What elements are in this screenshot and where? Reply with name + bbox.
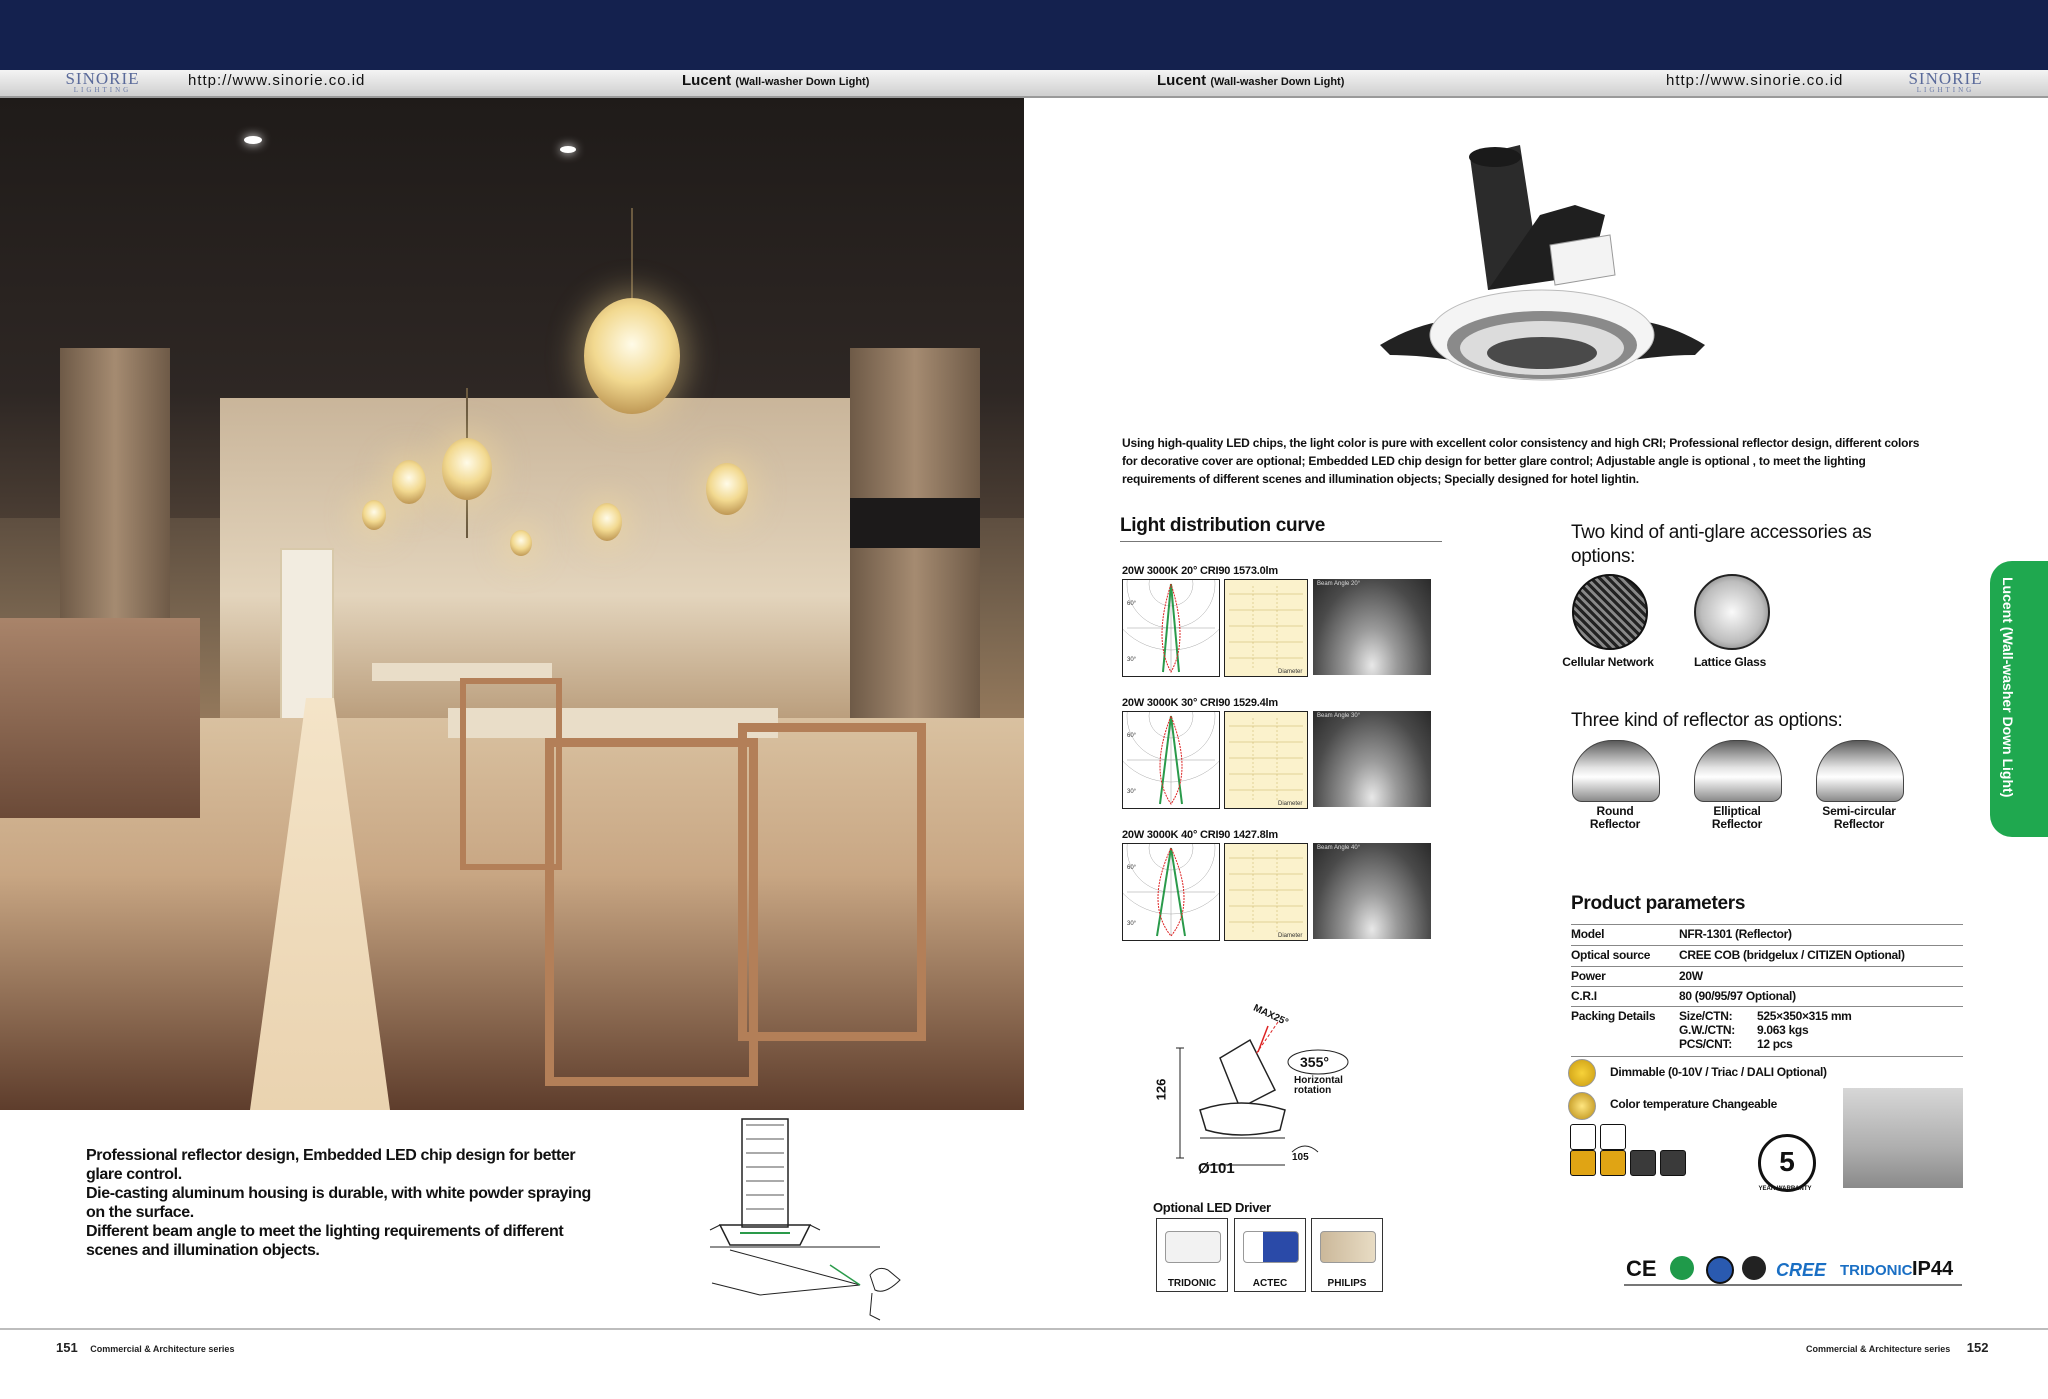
driver-image [1165,1231,1221,1263]
left-feature-list [86,1146,606,1260]
reflector-label [1682,805,1792,831]
polar-angle-label: 60° [1127,865,1137,871]
cct-swatch-icon [1660,1150,1686,1176]
cct-swatch-icon [1570,1150,1596,1176]
polar-angle-label: 30° [1127,789,1137,795]
left-logo [40,71,165,95]
packing-line [1679,1023,1852,1037]
certification-icon [1706,1256,1734,1284]
driver-tridonic [1156,1218,1228,1292]
anti-glare-title: Two kind of anti-glare accessories as options: [1571,522,1872,567]
param-key: Optical source [1571,948,1651,962]
warranty-years: 5 [1779,1146,1795,1177]
packing-value: 525×350×315 mm [1757,1009,1852,1023]
pendant-lamp [362,500,386,530]
lux-table [1224,711,1308,809]
right-logo [1883,71,2008,95]
cct-swatch-icon [1600,1124,1626,1150]
param-row [1571,924,1963,945]
beam-preview [1313,579,1431,675]
photo-door [280,548,334,722]
ip-rating: IP44 [1912,1258,1954,1280]
left-logo-text: SINORIE [65,69,140,88]
driver-label: TRIDONIC [1167,1278,1217,1289]
reflector-label-line: Elliptical [1713,804,1761,818]
reflector-label-line: Reflector [1589,817,1641,831]
param-value: 20W [1679,969,1703,983]
packing-value: 12 pcs [1757,1037,1793,1051]
cct-icon [1568,1092,1596,1120]
reflector-label-line: Reflector [1833,817,1885,831]
polar-diagram [1122,843,1220,941]
beam-preview [1313,843,1431,939]
beam-angle-text: Beam Angle 30° [1317,713,1361,719]
curve-label: 20W 3000K 40° CRI90 1427.8lm [1122,829,1278,841]
driver-philips [1311,1218,1383,1292]
dim-height: 126 [1153,1078,1169,1101]
reflector-title: Three kind of reflector as options: [1571,710,1843,731]
anti-glare-label: Lattice Glass [1693,655,1767,669]
reflector-label-line: Semi-circular [1822,804,1896,818]
feature-line-3: Different beam angle to meet the lighting requirements of different scenes and illumination objects. [86,1223,564,1259]
packing-label: Size/CTN: [1679,1009,1733,1023]
certification-underline [1624,1284,1962,1286]
curve-label: 20W 3000K 30° CRI90 1529.4lm [1122,697,1278,709]
dimmable-text: Dimmable (0-10V / Triac / DALI Optional) [1610,1065,1827,1079]
packing-details [1679,1009,1852,1051]
room-preview-image [1843,1088,1963,1188]
cross-section-drawing [700,1115,925,1325]
cct-swatch-icon [1600,1150,1626,1176]
tridonic-logo: TRIDONIC [1840,1262,1913,1279]
top-color-band [0,0,2048,70]
param-row [1571,966,1963,987]
certification-icon [1742,1256,1766,1280]
cct-text: Color temperature Changeable [1610,1097,1777,1111]
rotation-caption-line: Horizontal [1294,1075,1343,1086]
footer-rule [0,1328,2048,1330]
driver-image [1320,1231,1376,1263]
param-value: CREE COB (bridgelux / CITIZEN Optional) [1679,948,1905,962]
packing-label: PCS/CNT: [1679,1037,1732,1051]
pendant-lamp [584,298,680,414]
left-title: Lucent [682,72,732,89]
reflector-label [1560,805,1670,831]
param-value: NFR-1301 (Reflector) [1679,927,1792,941]
param-row [1571,986,1963,1007]
pendant-lamp [592,503,622,541]
photo-chair [460,678,562,870]
feature-line-1: Professional reflector design, Embedded LED chip design for better glare control. [86,1147,576,1183]
lux-table [1224,579,1308,677]
light-distribution-underline [1120,541,1442,542]
pendant-lamp [510,530,532,556]
elliptical-reflector-image [1694,740,1782,802]
ceiling-downlight [560,146,576,153]
param-row [1571,945,1963,966]
param-bottom-rule [1571,1056,1963,1057]
driver-image [1243,1231,1299,1263]
reflector-label-line: Reflector [1711,817,1763,831]
cct-swatch-icon [1630,1150,1656,1176]
rohs-icon [1670,1256,1694,1280]
driver-title: Optional LED Driver [1153,1200,1271,1215]
cct-swatch-icon [1570,1124,1596,1150]
pendant-lamp [706,463,748,515]
polar-angle-label: 60° [1127,733,1137,739]
dim-tilt: MAX25° [1251,1002,1290,1029]
warranty-caption: YEAR WARRANTY [1758,1186,1812,1192]
driver-label: PHILIPS [1327,1278,1367,1289]
dim-diameter: Ø101 [1198,1160,1235,1177]
left-url: http://www.sinorie.co.id [188,72,366,89]
cellular-network-image [1572,574,1648,650]
param-row-packing [1571,1006,1963,1057]
polar-angle-label: 30° [1127,921,1137,927]
left-series: Commercial & Architecture series [90,1344,235,1354]
left-logo-sub: LIGHTING [73,86,132,94]
right-title: Lucent [1157,72,1207,89]
side-tab [1990,561,2048,837]
ce-mark: CE [1626,1256,1657,1281]
product-render [1370,145,1715,405]
right-page-number: 152 [1966,1340,1989,1355]
rotation-caption [1294,1076,1343,1096]
warranty-badge [1758,1134,1816,1192]
feature-line-2: Die-casting aluminum housing is durable, with white powder spraying on the surface. [86,1185,591,1221]
param-key: C.R.I [1571,989,1597,1003]
photo-chair [545,738,758,1086]
semi-circular-reflector-image [1816,740,1904,802]
left-subtitle: (Wall-washer Down Light) [735,76,870,88]
beam-angle-text: Beam Angle 20° [1317,581,1361,587]
ceiling-downlight [244,136,262,144]
driver-label: ACTEC [1252,1278,1288,1289]
pendant-lamp [392,460,426,504]
left-page-number: 151 [56,1340,78,1355]
beam-preview [1313,711,1431,807]
right-footer [1806,1340,1988,1355]
cree-logo: CREE [1776,1260,1827,1280]
right-page-title [1157,72,1344,89]
rotation-caption-line: rotation [1294,1085,1332,1096]
parameters-title: Product parameters [1571,893,1746,914]
polar-angle-label: 30° [1127,657,1137,663]
diameter-label: Diameter [1278,801,1303,807]
lattice-glass-image [1694,574,1770,650]
right-series: Commercial & Architecture series [1806,1344,1951,1354]
pendant-lamp [442,438,492,500]
param-key: Power [1571,969,1606,983]
restaurant-photo [0,98,1024,1110]
side-tab-label: Lucent (Wall-washer Down Light) [2000,577,2016,798]
pendant-cord [631,208,633,308]
diameter-label: Diameter [1278,933,1303,939]
photo-pillar-band [850,498,980,548]
left-page-title [682,72,869,89]
beam-angle-text: Beam Angle 40° [1317,845,1361,851]
packing-line [1679,1009,1852,1023]
packing-line [1679,1037,1852,1051]
right-logo-text: SINORIE [1908,69,1983,88]
lux-table [1224,843,1308,941]
dimmable-icon [1568,1059,1596,1087]
polar-angle-label: 60° [1127,601,1137,607]
photo-booth [0,618,200,818]
reflector-label [1804,805,1914,831]
param-key: Model [1571,927,1605,941]
photo-chair [738,723,926,1041]
polar-diagram [1122,711,1220,809]
product-description: Using high-quality LED chips, the light color is pure with excellent color consistency and high CRI; Professional reflector design, different colors for decorative cover are optional; Embedded LED chip design for better glare control; Adjustable angle is optional , to meet the lighting requirements of different scenes and illumination objects; Specially designed for hotel lightin. [1122,436,1920,486]
driver-actec [1234,1218,1306,1292]
round-reflector-image [1572,740,1660,802]
param-key: Packing Details [1571,1009,1656,1023]
param-value: 80 (90/95/97 Optional) [1679,989,1796,1003]
reflector-label-line: Round [1596,804,1634,818]
right-url: http://www.sinorie.co.id [1666,72,1844,89]
light-distribution-title: Light distribution curve [1120,515,1325,536]
left-footer [56,1340,234,1355]
packing-value: 9.063 kgs [1757,1023,1809,1037]
curve-label: 20W 3000K 20° CRI90 1573.0lm [1122,565,1278,577]
packing-label: G.W./CTN: [1679,1023,1735,1037]
dim-rotation: 355° [1300,1054,1329,1070]
right-subtitle: (Wall-washer Down Light) [1210,76,1345,88]
diameter-label: Diameter [1278,669,1303,675]
dim-cutout: 105 [1292,1152,1309,1163]
right-logo-sub: LIGHTING [1916,86,1975,94]
polar-diagram [1122,579,1220,677]
anti-glare-label: Cellular Network [1562,655,1654,669]
